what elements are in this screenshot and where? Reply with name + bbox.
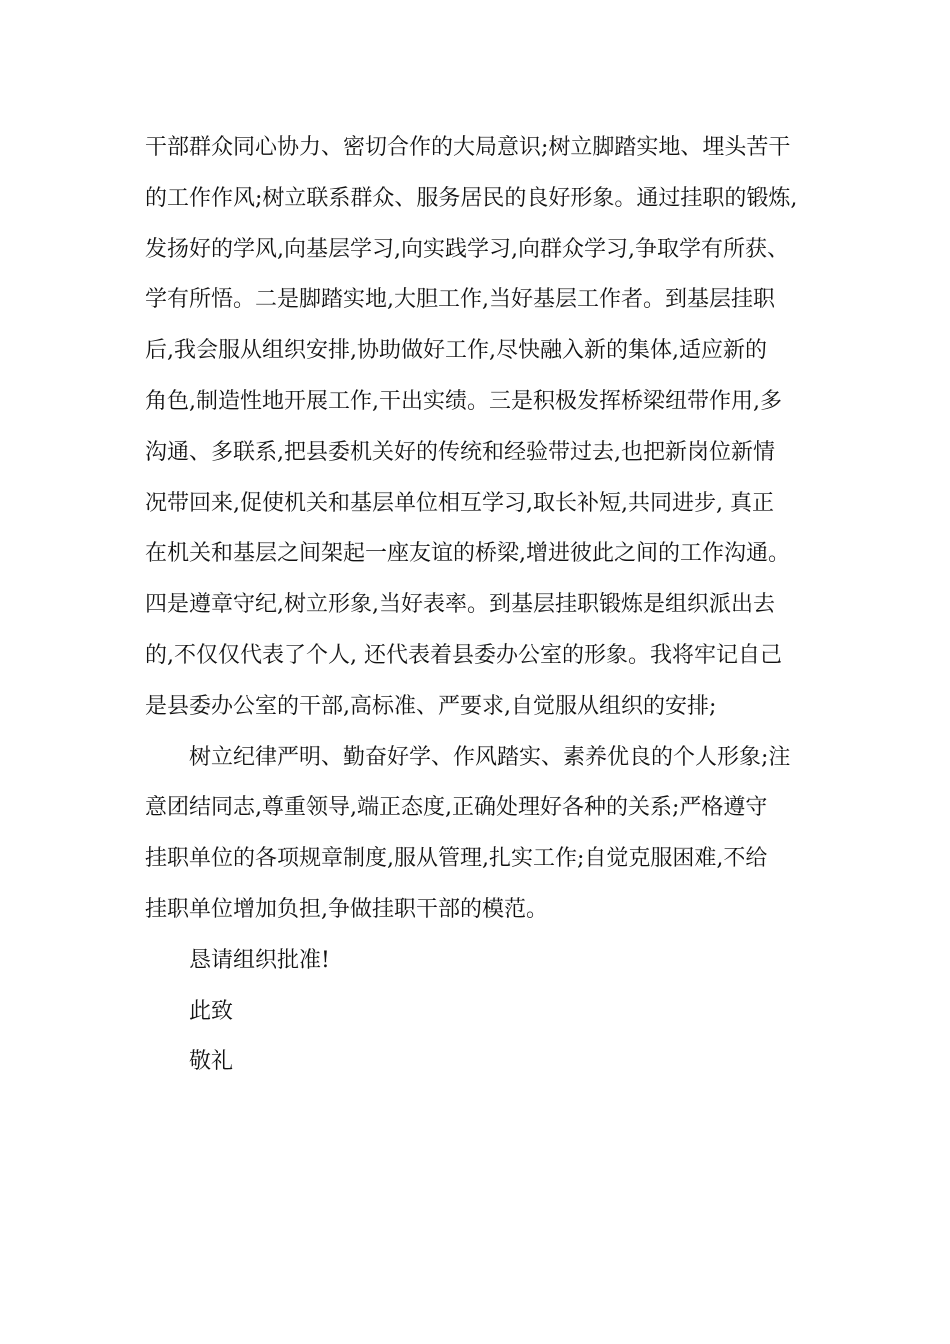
paragraph-line: 的工作作风;树立联系群众、服务居民的良好形象。通过挂职的锻炼, bbox=[145, 185, 798, 211]
paragraph-line: 的,不仅仅代表了个人, 还代表着县委办公室的形象。我将牢记自己 bbox=[145, 642, 782, 668]
document-body bbox=[145, 123, 825, 1088]
paragraph-line: 角色,制造性地开展工作,干出实绩。三是积极发挥桥梁纽带作用,多 bbox=[145, 388, 782, 414]
paragraph-line: 挂职单位增加负担,争做挂职干部的模范。 bbox=[145, 896, 548, 922]
paragraph-line: 学有所悟。二是脚踏实地,大胆工作,当好基层工作者。到基层挂职 bbox=[145, 287, 775, 313]
paragraph-line: 在机关和基层之间架起一座友谊的桥梁,增进彼此之间的工作沟通。 bbox=[145, 541, 790, 567]
closing-salutation: 敬礼 bbox=[189, 1049, 234, 1075]
paragraph-line: 沟通、多联系,把县委机关好的传统和经验带过去,也把新岗位新情 bbox=[145, 439, 775, 465]
closing-request: 恳请组织批准! bbox=[189, 947, 330, 973]
closing-salutation: 此致 bbox=[189, 998, 234, 1024]
paragraph-line: 四是遵章守纪,树立形象,当好表率。到基层挂职锻炼是组织派出去 bbox=[145, 592, 775, 618]
paragraph-line: 况带回来,促使机关和基层单位相互学习,取长补短,共同进步, 真正 bbox=[145, 490, 774, 516]
paragraph-line: 树立纪律严明、勤奋好学、作风踏实、素养优良的个人形象;注 bbox=[189, 744, 791, 770]
paragraph-line: 挂职单位的各项规章制度,服从管理,扎实工作;自觉克服困难,不给 bbox=[145, 846, 768, 872]
paragraph-line: 后,我会服从组织安排,协助做好工作,尽快融入新的集体,适应新的 bbox=[145, 338, 767, 364]
paragraph-line: 意团结同志,尊重领导,端正态度,正确处理好各种的关系;严格遵守 bbox=[145, 795, 768, 821]
paragraph-line: 干部群众同心协力、密切合作的大局意识;树立脚踏实地、埋头苦干 bbox=[145, 135, 791, 160]
paragraph-line: 是县委办公室的干部,高标准、严要求,自觉服从组织的安排; bbox=[145, 693, 717, 719]
paragraph-line: 发扬好的学风,向基层学习,向实践学习,向群众学习,争取学有所获、 bbox=[145, 236, 789, 262]
